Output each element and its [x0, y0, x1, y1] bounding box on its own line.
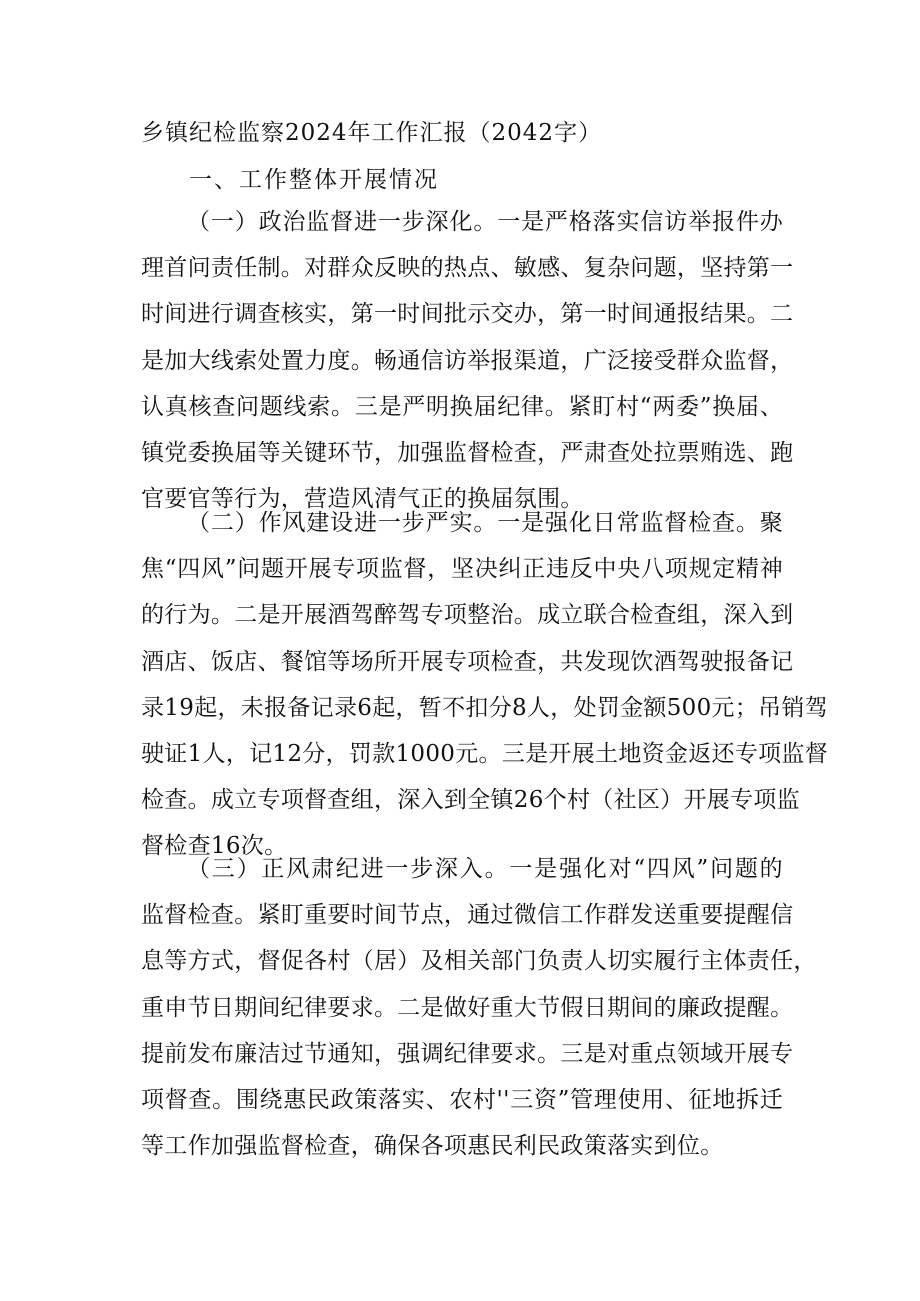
paragraph-line: 镇党委换届等关键环节，加强监督检查，严肃查处拉票贿选、跑 [141, 439, 794, 466]
paragraph-line: 理首问责任制。对群众反映的热点、敏感、复杂问题，坚持第一 [141, 255, 794, 282]
paragraph-line: 项督查。围绕惠民政策落实、农村''三资”管理使用、征地拆迁 [141, 1086, 783, 1113]
paragraph-line: 是加大线索处置力度。畅通信访举报渠道，广泛接受群众监督， [141, 347, 794, 374]
paragraph-line: 酒店、饭店、餐馆等场所开展专项检查，共发现饮酒驾驶报备记 [141, 648, 794, 675]
paragraph-line: （一）政治监督进一步深化。一是严格落实信访举报件办 [187, 209, 783, 235]
paragraph-line: 时间进行调查核实，第一时间批示交办，第一时间通报结果。二 [141, 301, 794, 328]
paragraph-line: 督检查16次。 [141, 833, 288, 860]
document-title: 乡镇纪检监察2024年工作汇报（2042字） [141, 120, 603, 146]
paragraph-discipline [141, 846, 817, 1169]
paragraph-line: 提前发布廉洁过节通知，强调纪律要求。三是对重点领域开展专 [141, 1040, 794, 1067]
paragraph-line: 官要官等行为，营造风清气正的换届氛围。 [141, 486, 584, 513]
paragraph-line: 认真核查问题线索。三是严明换届纪律。紧盯村“两委”换届、 [141, 393, 783, 420]
paragraph-line: 息等方式，督促各村（居）及相关部门负责人切实履行主体责任， [141, 948, 817, 975]
paragraph-line: 监督检查。紧盯重要时间节点，通过微信工作群发送重要提醒信 [141, 902, 794, 929]
paragraph-line: 检查。成立专项督查组，深入到全镇26个村（社区）开展专项监 [141, 787, 800, 814]
paragraph-line: 焦“四风”问题开展专项监督，坚决纠正违反中央八项规定精神 [141, 556, 783, 583]
paragraph-political-supervision [141, 199, 794, 522]
paragraph-work-style [141, 500, 829, 870]
paragraph-line: （三）正风肃纪进一步深入。一是强化对“四风”问题的 [187, 856, 783, 882]
paragraph-line: （二）作风建设进一步严实。一是强化日常监督检查。聚 [187, 510, 783, 536]
paragraph-line: 等工作加强监督检查，确保各项惠民利民政策落实到位。 [141, 1133, 724, 1160]
paragraph-line: 驶证1人，记12分，罚款1000元。三是开展土地资金返还专项监督 [141, 740, 829, 767]
paragraph-line: 重申节日期间纪律要求。二是做好重大节假日期间的廉政提醒。 [141, 994, 794, 1021]
paragraph-line: 录19起，未报备记录6起，暂不扣分8人，处罚金额500元；吊销驾 [141, 694, 829, 721]
section-heading: 一、工作整体开展情况 [189, 167, 439, 193]
paragraph-line: 的行为。二是开展酒驾醉驾专项整治。成立联合检查组，深入到 [141, 602, 794, 629]
